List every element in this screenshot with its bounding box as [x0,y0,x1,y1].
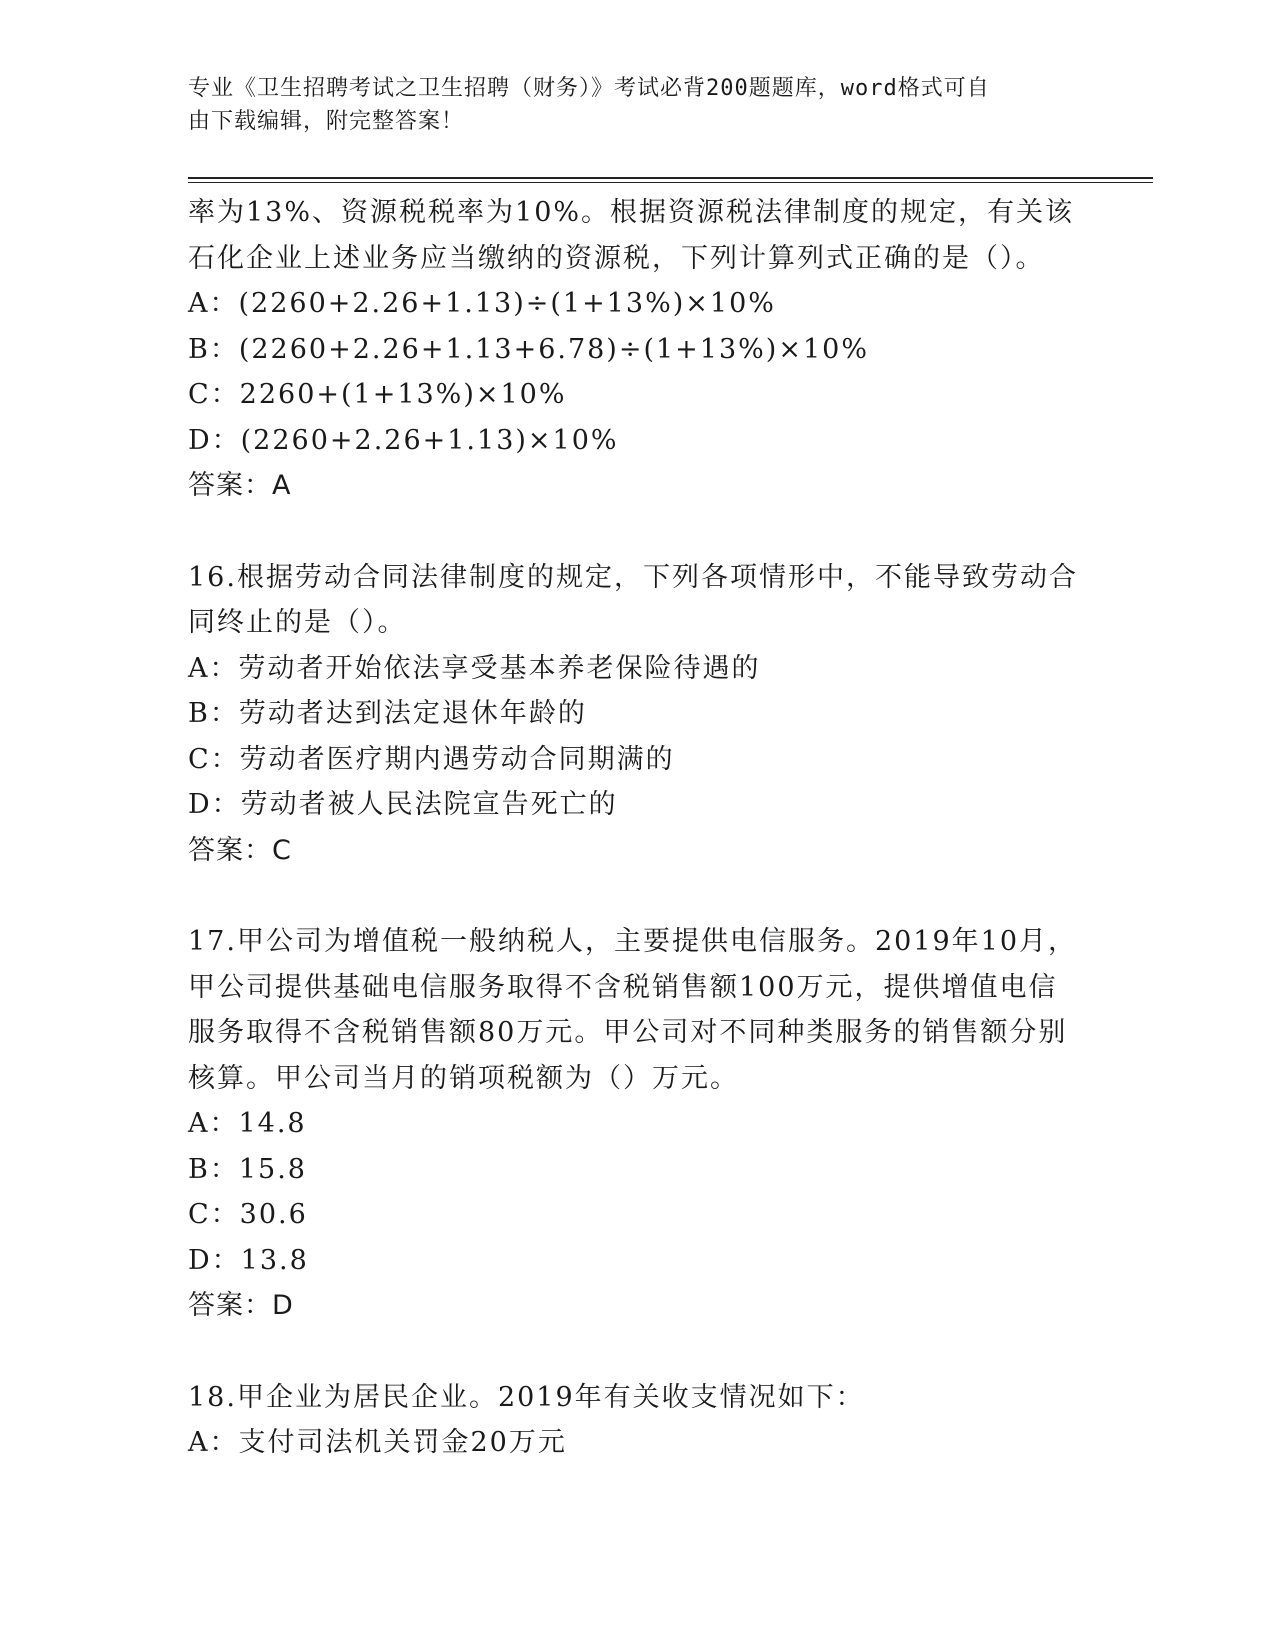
question-stem-line: 甲公司提供基础电信服务取得不含税销售额100万元，提供增值电信 [188,971,1058,1003]
question-spacer [188,509,1088,555]
option-a: A：(2260+2.26+1.13)÷(1+13%)×10% [188,288,776,319]
question-16 [188,555,1088,874]
question-stem-line: 同终止的是（）。 [188,607,407,638]
question-stem-line: 18.甲企业为居民企业。2019年有关收支情况如下： [188,1381,865,1413]
option-b: B：(2260+2.26+1.13+6.78)÷(1+13%)×10% [188,333,869,365]
question-spacer [188,873,1088,919]
option-c: C：2260+(1+13%)×10% [188,379,567,410]
option-c: C：30.6 [188,1199,308,1230]
option-b: B：15.8 [188,1153,307,1185]
question-17 [188,919,1088,1329]
question-stem-line: 核算。甲公司当月的销项税额为（）万元。 [188,1062,739,1094]
answer-line: 答案：C [188,834,292,866]
option-d: D：劳动者被人民法院宣告死亡的 [188,789,618,820]
option-c: C：劳动者医疗期内遇劳动合同期满的 [188,743,675,775]
answer-line: 答案：A [188,470,292,501]
option-a: A：支付司法机关罚金20万元 [188,1427,567,1458]
question-stem-line: 石化企业上述业务应当缴纳的资源税，下列计算列式正确的是（）。 [188,242,1045,274]
option-a: A：14.8 [188,1108,307,1139]
option-a: A：劳动者开始依法享受基本养老保险待遇的 [188,652,761,684]
question-15 [188,190,1088,509]
header-line-1: 专业《卫生招聘考试之卫生招聘（财务）》考试必背200题题库，word格式可自 [188,76,990,101]
page-header [188,72,1088,138]
question-stem-line: 16.根据劳动合同法律制度的规定，下列各项情形中，不能导致劳动合 [188,561,1078,593]
option-d: D：(2260+2.26+1.13)×10% [188,424,619,456]
header-divider-thin [188,182,1153,183]
option-b: B：劳动者达到法定退休年龄的 [188,698,587,729]
document-body [188,190,1088,1466]
header-divider-thick [188,177,1153,179]
question-stem-line: 率为13%、资源税税率为10%。根据资源税法律制度的规定，有关该 [188,197,1075,228]
question-spacer [188,1329,1088,1375]
header-line-2: 由下载编辑，附完整答案！ [188,109,465,134]
option-d: D：13.8 [188,1244,309,1276]
question-stem-line: 服务取得不含税销售额80万元。甲公司对不同种类服务的销售额分别 [188,1017,1068,1048]
answer-line: 答案：D [188,1290,294,1321]
question-stem-line: 17.甲公司为增值税一般纳税人，主要提供电信服务。2019年10月， [188,926,1078,957]
question-18 [188,1375,1088,1466]
